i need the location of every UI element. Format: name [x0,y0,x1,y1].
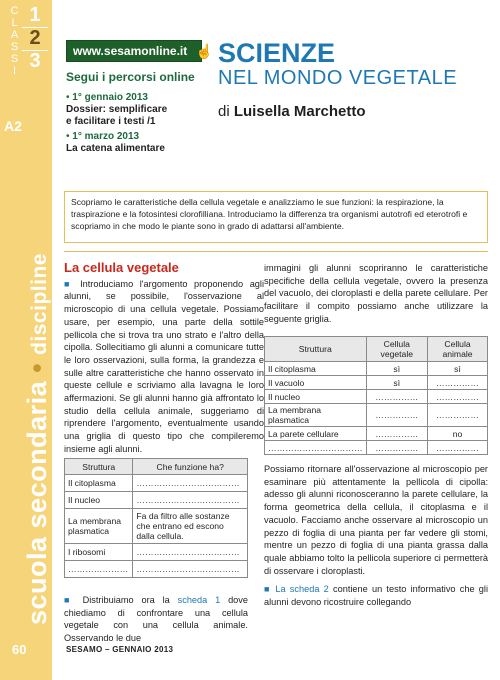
item-date: 1° marzo 2013 [72,131,140,142]
bullet-dot: • [22,362,52,373]
table-cell: …………… [366,441,427,455]
vertical-section-label [22,253,53,625]
intro-box: Scopriamo le caratteristiche della cellula vegetale e analizziamo le sue funzioni: la respirazione, la traspirazione e la fotosintesi clorofilliana. Introduciamo la differenza tra organismi autotrofi ed eterotrofi e scopriamo in che modo le piante sono in grado di adattarsi all'ambiente. [64,191,488,243]
table-cell: La membrana plasmatica [265,404,367,427]
paragraph: dove chiediamo di confrontare una cellula vegetale con una cellula animale. Osservando le due [64,595,248,644]
bullet-icon: • [66,131,70,142]
discipline-label: discipline [28,253,51,355]
table-cell: …………… [366,427,427,441]
page-subtitle: NEL MONDO VEGETALE [218,67,458,89]
structure-function-table [64,458,248,578]
table-cell: …………………………… [265,441,367,455]
table-cell: …………… [428,376,488,390]
table-row [265,390,488,404]
page-title: SCIENZE [218,38,336,68]
scheda-1-link[interactable]: scheda 1 [177,595,221,605]
table-row [65,509,248,544]
class-number-3: 3 [29,50,41,72]
square-bullet-icon: ■ [264,584,272,595]
table-cell: Il citoplasma [265,362,367,376]
table-cell: …………… [428,404,488,427]
level-tag: A2 [4,118,22,134]
sidebar [0,0,52,680]
square-bullet-icon: ■ [64,278,74,289]
table-cell: Il nucleo [265,390,367,404]
sesamonline-logo[interactable] [66,40,213,62]
table-row [65,475,248,492]
table-row [265,376,488,390]
table-cell: …………… [428,390,488,404]
scheda-2-link[interactable]: La scheda 2 [275,584,329,595]
table-cell: Il nucleo [65,492,133,509]
table-row [65,492,248,509]
table-cell: ……………………………… [133,475,248,492]
byline-prefix: di [218,103,230,120]
paragraph: Introduciamo l'argomento proponendo agli alunni, se possibile, l'osservazione al microscopio di una cellula vegetale. Possiamo usare, per esempio, una parte della sottile pellicola che si trova tra uno strato e l'altro della cipolla. Sollecitiamo gli alunni a comunicare tutte le loro osservazioni, sulla forma, la grandezza e sulle altre caratteristiche che hanno osservato in queste cellule e scriviamo alla lavagna le loro affermazioni. Se gli alunni hanno già affrontato lo studio della cellula animale, suggeriamo di riprendere l'argomento, eventualmente usando una griglia di questo tipo che compileremo insieme agli alunni. [64,278,264,454]
byline [218,103,366,120]
table-cell: …………… [428,441,488,455]
table-cell: I ribosomi [65,544,133,561]
online-item[interactable] [66,131,165,155]
divider [64,251,488,252]
table-cell: sì [366,362,427,376]
left-column-bottom [64,594,248,645]
table-cell: ……………………………… [133,561,248,578]
table-cell: ……………………………… [133,492,248,509]
table-cell: …………… [366,404,427,427]
paragraph: immagini gli alunni scopriranno le caratteristiche specifiche della cellula vegetale, ovvero la presenza del vacuolo, dei cloroplasti e della parete cellulare. Per facilitare il compito possiamo anche utilizzare la seguente griglia. [264,263,488,324]
item-title: Dossier: semplificare [66,104,168,115]
logo-text: www.sesamonline.it [73,44,188,58]
class-number-2: 2 [29,27,41,49]
left-column [64,262,264,456]
table-row [265,404,488,427]
table-header: Cellula vegetale [366,337,427,362]
square-bullet-icon: ■ [64,595,75,605]
footer: SESAMO – GENNAIO 2013 [66,645,174,654]
table-cell: ………………… [65,561,133,578]
class-number-1: 1 [29,4,41,26]
table-cell: no [428,427,488,441]
table-row [265,427,488,441]
hand-cursor-icon: ☝ [195,43,213,59]
page-number: 60 [12,642,27,657]
item-title: La catena alimentare [66,143,165,154]
paragraph: contiene un testo informativo che gli alunni devono ricostruire collegando [264,584,488,608]
section-title: La cellula vegetale [64,260,179,275]
table-cell: Fa da filtro alle sostanze che entrano ed escono dalla cellula. [133,509,248,544]
right-column [264,262,488,326]
table-row [265,362,488,376]
table-cell: Il vacuolo [265,376,367,390]
table-cell: ……………………………… [133,544,248,561]
paragraph: Distribuiamo ora la [82,595,178,605]
author-name: Luisella Marchetto [233,103,366,120]
classi-label: C L A S S I [10,5,20,77]
table-row [65,544,248,561]
cell-comparison-table [264,336,488,455]
table-row [265,441,488,455]
table-row [65,561,248,578]
school-level: scuola secondaria [22,380,52,625]
table-cell: …………… [366,390,427,404]
table-header: Cellula animale [428,337,488,362]
online-title: Segui i percorsi online [66,70,195,84]
table-cell: sì [366,376,427,390]
table-header: Struttura [265,337,367,362]
bullet-icon: • [66,92,70,103]
online-item[interactable] [66,92,167,128]
table-cell: La membrana plasmatica [65,509,133,544]
table-header: Che funzione ha? [133,459,248,475]
table-cell: sì [428,362,488,376]
item-date: 1° gennaio 2013 [72,92,148,103]
right-column-bottom [264,463,488,609]
paragraph: Possiamo ritornare all'osservazione al microscopio per esaminare più attentamente la pellicola di cipolla: adesso gli alunni riconosceranno la parete cellulare, la forma geometrica della cellula, il citoplasma e il vacuolo. Facciamo anche osservare al microscopio un pezzo di foglia di una pianta per far vedere gli stomi, mentre un pezzo di foglia di una pianta grassa dalla quale abbiamo tolto la pellicola superiore ci permetterà di osservare i cloroplasti. [264,464,488,576]
table-header: Struttura [65,459,133,475]
table-cell: Il citoplasma [65,475,133,492]
paragraph-block [264,583,488,608]
table-cell: La parete cellulare [265,427,367,441]
item-subtitle: e facilitare i testi /1 [66,116,156,127]
